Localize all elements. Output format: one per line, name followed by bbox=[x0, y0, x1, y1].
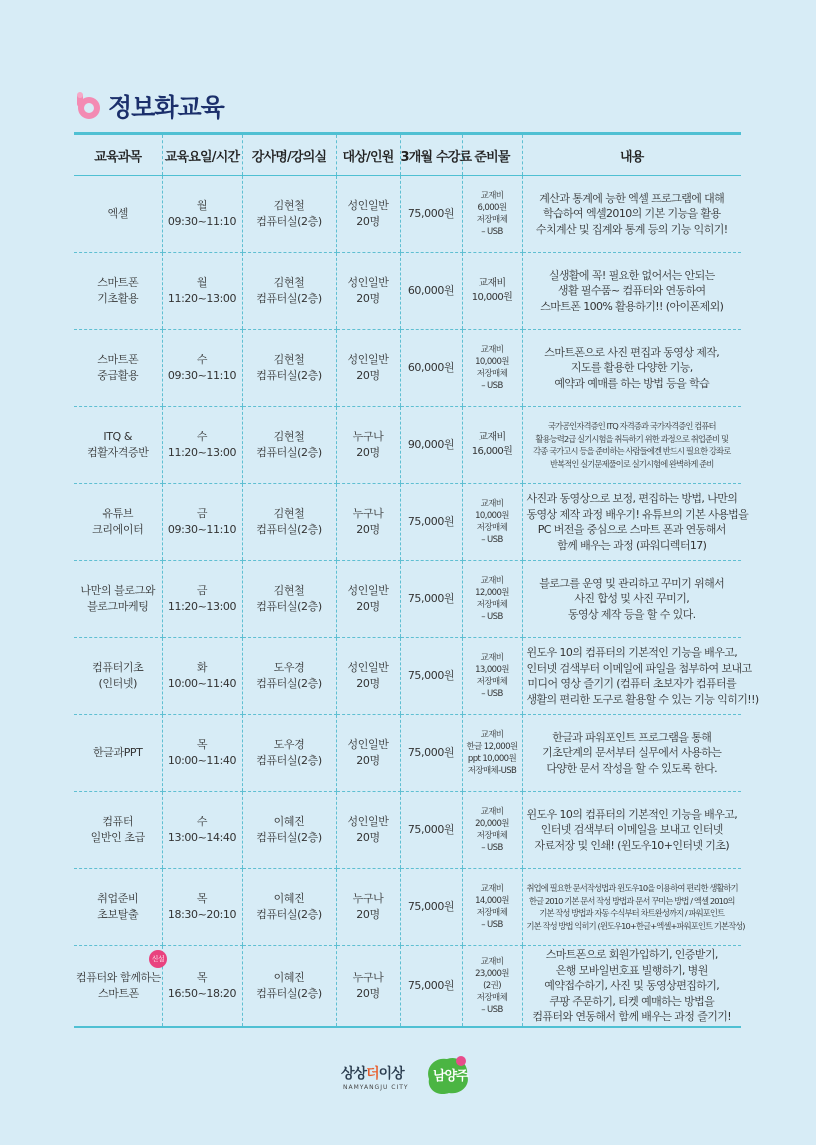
course-materials-line: 저장매체-USB bbox=[467, 766, 517, 776]
course-materials-line: 16,000원 bbox=[471, 446, 513, 457]
course-teacher bbox=[242, 407, 336, 484]
course-subject-line: 엑셀 bbox=[107, 207, 128, 220]
course-description-line: 윈도우 10의 컴퓨터의 기본적인 기능을 배우고, bbox=[526, 807, 738, 821]
course-time-line: 수 bbox=[196, 353, 208, 366]
course-teacher-line: 김현철 bbox=[273, 353, 305, 366]
course-subject-line: 크리에이터 bbox=[92, 523, 144, 536]
brand-english: NAMYANGJU CITY bbox=[343, 1084, 409, 1091]
course-description-line: 국가공인자격증인 ITQ 자격증과 국가자격증인 컴퓨터 bbox=[547, 421, 716, 431]
course-materials-line: – USB bbox=[481, 1005, 503, 1015]
course-subject bbox=[74, 253, 162, 330]
course-materials-line: 교재비 bbox=[480, 191, 504, 201]
course-teacher-line: 컴퓨터실(2층) bbox=[256, 292, 322, 305]
course-materials-line: 저장매체 bbox=[476, 600, 508, 610]
course-teacher bbox=[242, 484, 336, 561]
course-target-line: 20명 bbox=[356, 292, 380, 305]
course-fee: 90,000원 bbox=[400, 407, 462, 484]
city-logo-text: 남양주 bbox=[433, 1069, 468, 1084]
course-target-line: 성인일반 bbox=[347, 584, 389, 597]
course-teacher-line: 이혜진 bbox=[273, 971, 305, 984]
course-materials bbox=[462, 484, 522, 561]
course-teacher-line: 컴퓨터실(2층) bbox=[256, 987, 322, 1000]
course-time bbox=[162, 330, 242, 407]
course-target-line: 20명 bbox=[356, 987, 380, 1000]
course-time-line: 16:50~18:20 bbox=[167, 987, 237, 1000]
course-teacher-line: 도우경 bbox=[273, 738, 305, 751]
course-time bbox=[162, 638, 242, 715]
course-teacher bbox=[242, 638, 336, 715]
course-target-line: 20명 bbox=[356, 754, 380, 767]
course-target-line: 성인일반 bbox=[347, 199, 389, 212]
table-row bbox=[74, 330, 741, 407]
section-header bbox=[74, 88, 224, 124]
course-time-line: 09:30~11:10 bbox=[167, 523, 237, 536]
course-materials bbox=[462, 638, 522, 715]
course-materials bbox=[462, 253, 522, 330]
course-description-line: 인터넷 검색부터 이메일을 보내고 인터넷 bbox=[540, 823, 723, 837]
course-fee: 75,000원 bbox=[400, 715, 462, 792]
course-description bbox=[522, 869, 745, 946]
course-description-line: 동영상 제작 등을 할 수 있다. bbox=[567, 607, 696, 621]
course-materials-line: 10,000원 bbox=[475, 511, 509, 521]
course-description-line: 취업에 필요한 문서작성법과 윈도우10을 이용하여 편리한 생활하기 bbox=[526, 883, 738, 893]
subject-with-badge bbox=[76, 955, 165, 1002]
course-materials-line: 저장매체 bbox=[476, 908, 508, 918]
course-materials-line: 저장매체 bbox=[476, 215, 508, 225]
course-target bbox=[336, 330, 400, 407]
course-subject-line: ITQ & bbox=[103, 430, 133, 443]
course-subject bbox=[74, 869, 162, 946]
course-subject bbox=[74, 946, 165, 1028]
course-teacher bbox=[242, 176, 336, 253]
course-materials-line: 6,000원 bbox=[477, 203, 507, 213]
course-description-line: 지도를 활용한 다양한 기능, bbox=[570, 361, 693, 375]
course-materials bbox=[462, 792, 522, 869]
course-subject bbox=[74, 638, 162, 715]
table-row bbox=[74, 638, 741, 715]
course-target-line: 20명 bbox=[356, 600, 380, 613]
course-description-line: 사진 합성 및 사진 꾸미기, bbox=[574, 592, 690, 606]
course-description bbox=[522, 638, 759, 715]
course-target-line: 성인일반 bbox=[347, 815, 389, 828]
course-description-line: 미디어 영상 즐기기 (컴퓨터 초보자가 컴퓨터를 bbox=[527, 677, 737, 690]
course-description-line: 인터넷 검색부터 이메일에 파일을 첨부하여 보내고 bbox=[526, 661, 752, 675]
course-materials-line: – USB bbox=[481, 381, 503, 391]
course-target bbox=[336, 715, 400, 792]
course-teacher bbox=[242, 869, 336, 946]
course-description bbox=[522, 484, 749, 561]
course-subject-line: 스마트폰 bbox=[97, 276, 139, 289]
course-target-line: 20명 bbox=[356, 677, 380, 690]
course-materials bbox=[462, 715, 522, 792]
table-row bbox=[74, 253, 741, 330]
course-teacher-line: 김현철 bbox=[273, 276, 305, 289]
course-description bbox=[522, 407, 741, 484]
course-target-line: 성인일반 bbox=[347, 353, 389, 366]
course-description-line: 계산과 통계에 능한 엑셀 프로그램에 대해 bbox=[539, 191, 725, 205]
course-fee: 60,000원 bbox=[400, 253, 462, 330]
course-target bbox=[336, 946, 400, 1028]
course-teacher-line: 도우경 bbox=[273, 661, 305, 674]
table-row bbox=[74, 407, 741, 484]
course-target bbox=[336, 869, 400, 946]
footer-logo bbox=[341, 1053, 477, 1101]
course-target-line: 20명 bbox=[356, 523, 380, 536]
table-row bbox=[74, 869, 741, 946]
course-teacher-line: 컴퓨터실(2층) bbox=[256, 831, 322, 844]
table-row bbox=[74, 176, 741, 253]
course-materials-line: ppt 10,000원 bbox=[467, 754, 517, 764]
new-badge: 신설 bbox=[149, 950, 167, 968]
course-description-line: 수치계산 및 집계와 통계 등의 기능 익히기! bbox=[535, 222, 728, 236]
course-teacher-line: 컴퓨터실(2층) bbox=[256, 446, 322, 459]
course-materials-line: 12,000원 bbox=[475, 588, 509, 598]
course-materials-line: 저장매체 bbox=[476, 831, 508, 841]
course-materials-line: 교재비 bbox=[480, 957, 504, 967]
course-materials-line: 교재비 bbox=[478, 432, 506, 443]
course-fee: 75,000원 bbox=[400, 792, 462, 869]
course-teacher bbox=[242, 946, 336, 1028]
course-fee: 75,000원 bbox=[400, 176, 462, 253]
course-subject-line: 일반인 초급 bbox=[90, 831, 145, 844]
course-description-line: 기초단계의 문서부터 실무에서 사용하는 bbox=[542, 746, 722, 760]
course-fee: 75,000원 bbox=[400, 869, 462, 946]
course-description bbox=[522, 253, 741, 330]
course-materials-line: 교재비 bbox=[480, 653, 504, 663]
course-description-line: 활용능력2급 실기시험을 취득하기 위한 과정으로 취업준비 및 bbox=[535, 433, 729, 444]
course-time bbox=[162, 715, 242, 792]
course-description-line: 동영상 제작 과정 배우기! 유튜브의 기본 사용법을 bbox=[526, 507, 749, 521]
course-materials-line: – USB bbox=[481, 920, 503, 930]
course-time bbox=[162, 407, 242, 484]
course-materials-line: 교재비 bbox=[478, 278, 506, 289]
course-materials-line: 23,000원 bbox=[475, 969, 509, 979]
course-materials bbox=[462, 946, 522, 1028]
course-materials-line: 20,000원 bbox=[475, 819, 509, 829]
course-description bbox=[522, 330, 741, 407]
course-description-line: 자료저장 및 인쇄! (윈도우10+인터넷 기초) bbox=[534, 838, 730, 852]
course-time-line: 11:20~13:00 bbox=[167, 292, 237, 305]
course-time bbox=[162, 946, 242, 1028]
course-teacher-line: 컴퓨터실(2층) bbox=[256, 600, 322, 613]
course-description-line: 한글 2010 기본 문서 작성 방법과 문서 꾸미는 방법 / 엑셀 2010의 bbox=[529, 895, 735, 906]
course-description-line: 다양한 문서 작성을 할 수 있도록 한다. bbox=[546, 761, 718, 775]
course-subject-line: 컴퓨터 bbox=[102, 815, 134, 828]
course-time bbox=[162, 869, 242, 946]
column-header-fee: 3개월 수강료 bbox=[400, 134, 462, 176]
course-subject bbox=[74, 407, 162, 484]
course-time bbox=[162, 792, 242, 869]
course-materials-line: 저장매체 bbox=[476, 677, 508, 687]
course-teacher-line: 김현철 bbox=[273, 507, 305, 520]
course-subject bbox=[74, 715, 162, 792]
course-target-line: 누구나 bbox=[352, 507, 384, 520]
course-time-line: 목 bbox=[196, 892, 208, 905]
course-teacher-line: 김현철 bbox=[273, 584, 305, 597]
course-target bbox=[336, 253, 400, 330]
course-description-line: 스마트폰으로 사진 편집과 동영상 제작, bbox=[544, 345, 720, 359]
course-materials-line: 교재비 bbox=[480, 807, 504, 817]
course-subject-line: 기초활용 bbox=[97, 292, 139, 305]
course-fee: 75,000원 bbox=[400, 638, 462, 715]
course-materials bbox=[462, 561, 522, 638]
course-target-line: 누구나 bbox=[352, 971, 384, 984]
table-header-row bbox=[74, 134, 741, 176]
course-materials-line: – USB bbox=[481, 612, 503, 622]
course-target bbox=[336, 484, 400, 561]
course-description-line: 생활의 편리한 도구로 활용할 수 있는 기능 익히기!!) bbox=[526, 692, 759, 706]
course-materials-line: – USB bbox=[481, 689, 503, 699]
course-subject-line: 스마트폰 bbox=[98, 987, 139, 1000]
course-subject-line: 초보탈출 bbox=[97, 908, 139, 921]
table-row bbox=[74, 792, 741, 869]
course-subject-line: 유튜브 bbox=[102, 507, 134, 520]
course-materials-line: 14,000원 bbox=[475, 896, 509, 906]
column-header-desc: 내용 bbox=[522, 134, 741, 176]
course-description-line: 스마트폰으로 회원가입하기, 인증받기, bbox=[545, 948, 718, 962]
course-target-line: 성인일반 bbox=[347, 661, 389, 674]
course-target-line: 성인일반 bbox=[347, 738, 389, 751]
course-materials bbox=[462, 407, 522, 484]
course-teacher-line: 컴퓨터실(2층) bbox=[256, 369, 322, 382]
course-description bbox=[522, 561, 741, 638]
course-description-line: 예약접수하기, 사진 및 동영상편집하기, bbox=[544, 979, 720, 993]
course-subject-line: 컴퓨터와 함께하는 bbox=[76, 971, 161, 984]
course-teacher-line: 김현철 bbox=[273, 430, 305, 443]
course-materials-line: 10,000원 bbox=[475, 357, 509, 367]
course-description-line: 학습하여 엑셀2010의 기본 기능을 활용 bbox=[542, 207, 721, 221]
course-subject-line: 취업준비 bbox=[97, 892, 139, 905]
course-table-wrapper bbox=[74, 132, 759, 1028]
course-time-line: 10:00~11:40 bbox=[167, 754, 237, 767]
course-description bbox=[522, 946, 741, 1028]
course-subject-line: 블로그마케팅 bbox=[87, 600, 149, 613]
column-header-time: 교육요일/시간 bbox=[162, 134, 242, 176]
course-materials-line: – USB bbox=[481, 227, 503, 237]
course-time-line: 09:30~11:10 bbox=[167, 369, 237, 382]
course-target bbox=[336, 176, 400, 253]
course-materials-line: 교재비 bbox=[480, 499, 504, 509]
course-subject-line: 중급활용 bbox=[97, 369, 139, 382]
course-fee: 75,000원 bbox=[400, 561, 462, 638]
course-materials-line: 교재비 bbox=[480, 884, 504, 894]
course-materials-line: 10,000원 bbox=[471, 292, 513, 303]
course-description-line: 생활 필수품~ 컴퓨터와 연동하여 bbox=[557, 284, 706, 298]
course-subject bbox=[74, 792, 162, 869]
course-materials bbox=[462, 330, 522, 407]
course-description-line: 은행 모바일번호표 빌행하기, 병원 bbox=[555, 963, 708, 977]
course-materials-line: – USB bbox=[481, 535, 503, 545]
course-materials-line: – USB bbox=[481, 843, 503, 853]
table-row bbox=[74, 561, 741, 638]
course-description bbox=[522, 715, 741, 792]
course-time-line: 월 bbox=[196, 276, 208, 289]
course-time-line: 11:20~13:00 bbox=[167, 600, 237, 613]
course-table bbox=[74, 132, 759, 1028]
course-teacher bbox=[242, 561, 336, 638]
course-description-line: 기본 작성 방법과 자동 수식부터 차트완성까지 / 파워포인트 bbox=[539, 908, 725, 918]
course-target-line: 20명 bbox=[356, 215, 380, 228]
column-header-teacher: 강사명/강의실 bbox=[242, 134, 336, 176]
course-materials-line: 저장매체 bbox=[476, 993, 508, 1003]
course-time-line: 목 bbox=[196, 971, 208, 984]
course-fee: 60,000원 bbox=[400, 330, 462, 407]
course-teacher-line: 컴퓨터실(2층) bbox=[256, 677, 322, 690]
brand-slogan: 상상더이상 bbox=[341, 1066, 404, 1082]
course-description bbox=[522, 792, 741, 869]
course-teacher-line: 김현철 bbox=[273, 199, 305, 212]
course-description-line: 한글과 파워포인트 프로그램을 통해 bbox=[552, 730, 712, 744]
course-time-line: 화 bbox=[196, 661, 208, 674]
course-description-line: 함께 배우는 과정 (파워디렉터17) bbox=[557, 538, 707, 552]
table-row bbox=[74, 715, 741, 792]
course-materials-line: 저장매체 bbox=[476, 369, 508, 379]
course-teacher bbox=[242, 330, 336, 407]
column-header-target: 대상/인원 bbox=[336, 134, 400, 176]
course-target-line: 20명 bbox=[356, 369, 380, 382]
course-subject bbox=[74, 561, 162, 638]
course-description-line: PC 버전을 중심으로 스마트 폰과 연동해서 bbox=[537, 523, 726, 536]
course-description-line: 블로그를 운영 및 관리하고 꾸미기 위해서 bbox=[539, 576, 725, 590]
course-time-line: 금 bbox=[196, 584, 208, 597]
course-materials bbox=[462, 176, 522, 253]
course-teacher-line: 컴퓨터실(2층) bbox=[256, 215, 322, 228]
course-materials-line: 13,000원 bbox=[475, 665, 509, 675]
course-subject bbox=[74, 484, 162, 561]
course-description-line: 컴퓨터와 연동해서 함께 배우는 과정 즐기기! bbox=[532, 1010, 732, 1024]
course-time-line: 10:00~11:40 bbox=[167, 677, 237, 690]
column-header-subject: 교육과목 bbox=[74, 134, 162, 176]
course-description-line: 사진과 동영상으로 보정, 편집하는 방법, 나만의 bbox=[526, 492, 738, 505]
course-time-line: 목 bbox=[196, 738, 208, 751]
course-materials-line: 교재비 bbox=[480, 345, 504, 355]
course-teacher-line: 컴퓨터실(2층) bbox=[256, 908, 322, 921]
course-time-line: 11:20~13:00 bbox=[167, 446, 237, 459]
course-teacher bbox=[242, 715, 336, 792]
course-target bbox=[336, 561, 400, 638]
course-subject-line: 스마트폰 bbox=[97, 353, 139, 366]
course-time bbox=[162, 176, 242, 253]
course-materials-line: 한글 12,000원 bbox=[466, 742, 518, 752]
column-header-prep: 준비물 bbox=[462, 134, 522, 176]
course-description-line: 반복적인 실기문제풀이로 실기시험에 완벽하게 준비 bbox=[550, 458, 714, 469]
table-row bbox=[74, 946, 741, 1028]
course-materials-line: 교재비 bbox=[480, 576, 504, 586]
course-materials-line: 저장매체 bbox=[476, 523, 508, 533]
course-target-line: 20명 bbox=[356, 446, 380, 459]
course-teacher-line: 컴퓨터실(2층) bbox=[256, 523, 322, 536]
course-subject bbox=[74, 330, 162, 407]
course-target bbox=[336, 638, 400, 715]
course-materials-line: 교재비 bbox=[480, 730, 504, 740]
course-description-line: 쿠팡 주문하기, 티켓 예매하는 방법을 bbox=[549, 994, 715, 1008]
course-subject-line: 컴활자격증반 bbox=[87, 446, 149, 459]
course-materials-line: (2권) bbox=[483, 981, 501, 991]
swim-ring-icon bbox=[74, 90, 104, 122]
course-fee: 75,000원 bbox=[400, 484, 462, 561]
course-teacher-line: 이혜진 bbox=[273, 815, 305, 828]
course-time-line: 월 bbox=[196, 199, 208, 212]
course-subject bbox=[74, 176, 162, 253]
course-teacher bbox=[242, 792, 336, 869]
course-subject-line: (인터넷) bbox=[98, 677, 137, 690]
course-description bbox=[522, 176, 741, 253]
course-time-line: 18:30~20:10 bbox=[167, 908, 237, 921]
course-description-line: 윈도우 10의 컴퓨터의 기본적인 기능을 배우고, bbox=[526, 646, 738, 659]
course-time-line: 수 bbox=[196, 815, 208, 828]
course-teacher-line: 컴퓨터실(2층) bbox=[256, 754, 322, 767]
course-time bbox=[162, 561, 242, 638]
course-description-line: 각종 국가고시 등을 준비하는 사람들에겐 반드시 필요한 강좌로 bbox=[533, 446, 731, 456]
course-target bbox=[336, 792, 400, 869]
course-teacher-line: 이혜진 bbox=[273, 892, 305, 905]
course-subject-line: 한글과PPT bbox=[93, 746, 143, 759]
course-time-line: 수 bbox=[196, 430, 208, 443]
course-time bbox=[162, 253, 242, 330]
course-time bbox=[162, 484, 242, 561]
course-teacher bbox=[242, 253, 336, 330]
course-description-line: 기본 작성 방법 익히기 (윈도우10+한글+엑셀+파워포인트 기본작성) bbox=[526, 920, 745, 931]
table-row bbox=[74, 484, 741, 561]
course-subject-line: 컴퓨터기초 bbox=[92, 661, 144, 674]
course-target-line: 누구나 bbox=[352, 430, 384, 443]
course-target-line: 성인일반 bbox=[347, 276, 389, 289]
course-fee: 75,000원 bbox=[400, 946, 462, 1028]
course-time-line: 금 bbox=[196, 507, 208, 520]
page-title: 정보화교육 bbox=[108, 93, 224, 122]
course-description-line: 실생활에 꼭! 필요한 없어서는 안되는 bbox=[548, 268, 715, 282]
course-target-line: 20명 bbox=[356, 908, 380, 921]
course-description-line: 스마트폰 100% 활용하기!! (아이폰제외) bbox=[540, 299, 724, 313]
course-time-line: 13:00~14:40 bbox=[167, 831, 237, 844]
course-description-line: 예약과 예매를 하는 방법 등을 학습 bbox=[554, 376, 710, 390]
course-target-line: 누구나 bbox=[352, 892, 384, 905]
course-time-line: 09:30~11:10 bbox=[167, 215, 237, 228]
course-materials bbox=[462, 869, 522, 946]
course-subject-line: 나만의 블로그와 bbox=[80, 584, 156, 597]
course-target bbox=[336, 407, 400, 484]
course-target-line: 20명 bbox=[356, 831, 380, 844]
